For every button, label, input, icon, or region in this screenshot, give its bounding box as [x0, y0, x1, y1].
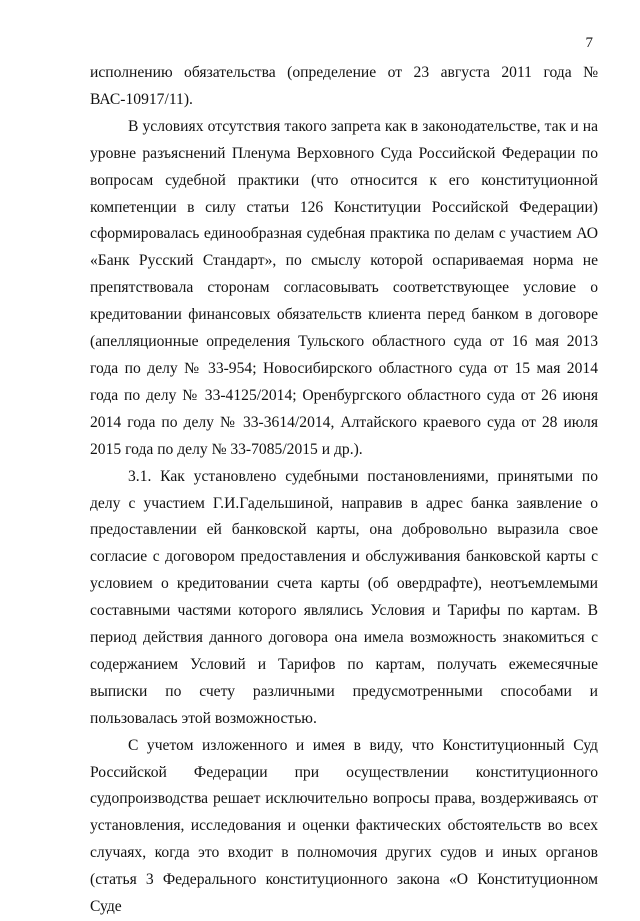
page-number: 7: [585, 35, 593, 51]
paragraph-continuation: исполнению обязательства (определение от 23 августа 2011 года № ВАС-10917/11).: [90, 64, 598, 108]
paragraph-judicial-practice: В условиях отсутствия такого запрета как в законодательстве, так и на уровне разъяснений Пленума Верховного Суда Российской Федерации по вопросам судебной практики (что относится к его конституционной компетенции в силу статьи 126 Конституции Российской Федерации) сформировалась единообразная судебная практика по делам с участием АО «Банк Русский Стандарт», по смыслу которой оспариваемая норма не препятствовала сторонам согласовывать соответствующее условие о кредитовании финансовых обязательств клиента перед банком в договоре (апелляционные определения Тульского областного суда от 16 мая 2013 года по делу № 33-954; Новосибирского областного суда от 15 мая 2014 года по делу № 33-4125/2014; Оренбургского областного суда от 26 июня 2014 года по делу № 33-3614/2014, Алтайского краевого суда от 28 июля 2015 года по делу № 33-7085/2015 и др.).: [90, 117, 598, 458]
document-body: [90, 60, 598, 921]
paragraph-3-1: 3.1. Как установлено судебными постановлениями, принятыми по делу с участием Г.И.Гадельшиной, направив в адрес банка заявление о предоставлении ей банковской карты, она добровольно выразила свое согласие с договором предоставления и обслуживания банковской карты с условием о кредитовании счета карты (об овердрафте), неотъемлемыми составными частями которого являлись Условия и Тарифы по картам. В период действия данного договора она имела возможность знакомиться с содержанием Условий и Тарифов по картам, получать ежемесячные выписки по счету различными предусмотренными способами и пользовалась этой возможностью.: [90, 467, 598, 727]
paragraph-conclusion: С учетом изложенного и имея в виду, что Конституционный Суд Российской Федерации при осуществлении конституционного судопроизводства решает исключительно вопросы права, воздерживаясь от установления, исследования и оценки фактических обстоятельств во всех случаях, когда это входит в полномочия других судов и иных органов (статья 3 Федерального конституционного закона «О Конституционном Суде: [90, 736, 598, 916]
